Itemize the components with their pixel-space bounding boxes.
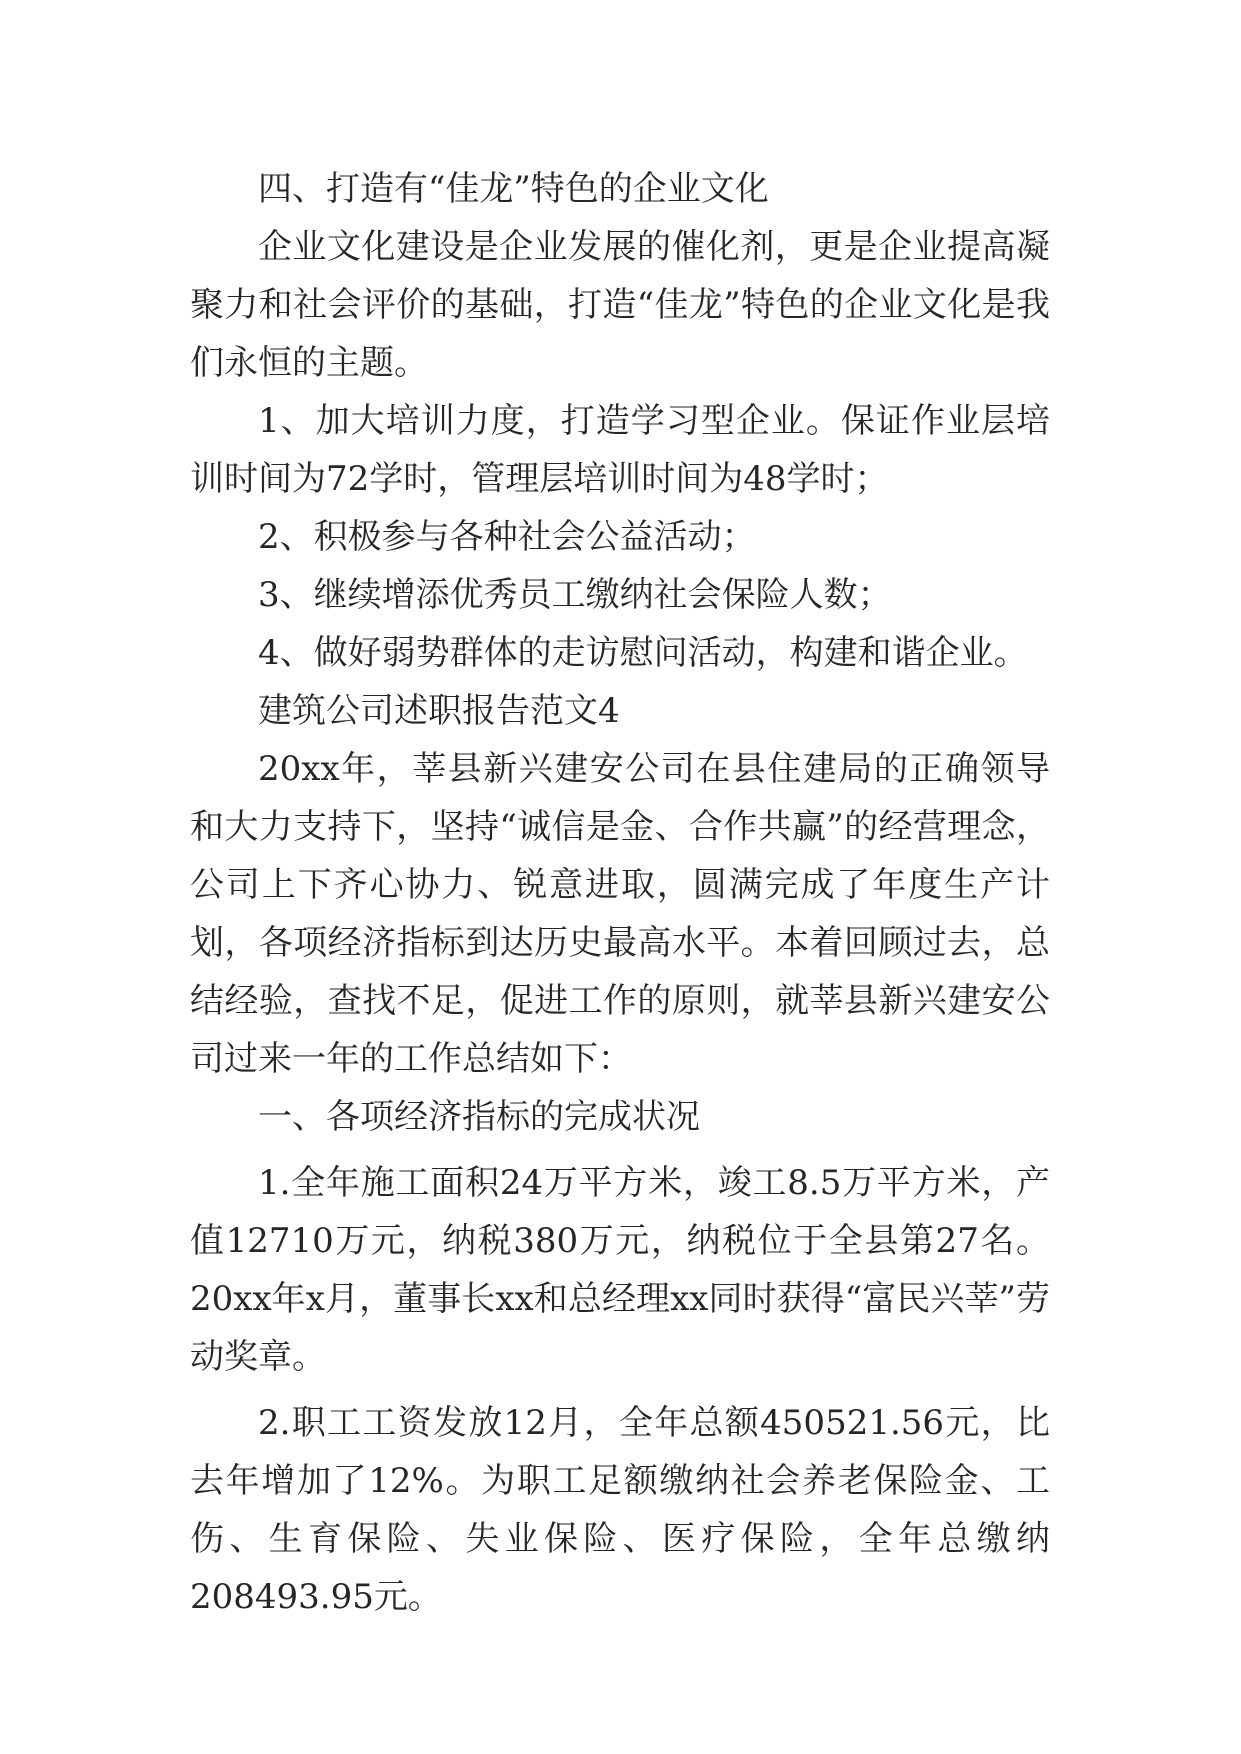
report-title: 建筑公司述职报告范文4	[258, 691, 620, 731]
list-item-visits: 4、做好弱势群体的走访慰问活动，构建和谐企业。	[258, 633, 1028, 673]
list-item-social-insurance: 3、继续增添优秀员工缴纳社会保险人数；	[258, 575, 892, 615]
document-body	[190, 160, 1050, 1626]
paragraph-item-1: 1.全年施工面积24万平方米，竣工8.5万平方米，产值12710万元，纳税380万元，纳税位于全县第27名。20xx年x月，董事长xx和总经理xx同时获得“富民兴莘”劳动奖章。	[190, 1163, 1050, 1377]
section-heading-4: 四、打造有“佳龙”特色的企业文化	[258, 169, 769, 209]
paragraph-item-2: 2.职工工资发放12月，全年总额450521.56元，比去年增加了12%。为职工足额缴纳社会养老保险金、工伤、生育保险、失业保险、医疗保险，全年总缴纳208493.95元。	[190, 1403, 1050, 1617]
paragraph-report-intro: 20xx年，莘县新兴建安公司在县住建局的正确领导和大力支持下，坚持“诚信是金、合作共赢”的经营理念，公司上下齐心协力、锐意进取，圆满完成了年度生产计划，各项经济指标到达历史最高水平。本着回顾过去，总结经验，查找不足，促进工作的原则，就莘县新兴建安公司过来一年的工作总结如下：	[190, 749, 1050, 1079]
list-item-training: 1、加大培训力度，打造学习型企业。保证作业层培训时间为72学时，管理层培训时间为48学时；	[190, 401, 1050, 499]
section-heading-1: 一、各项经济指标的完成状况	[258, 1097, 700, 1137]
list-item-public-welfare: 2、积极参与各种社会公益活动；	[258, 517, 756, 557]
paragraph-culture-intro: 企业文化建设是企业发展的催化剂，更是企业提高凝聚力和社会评价的基础，打造“佳龙”特色的企业文化是我们永恒的主题。	[190, 227, 1050, 383]
